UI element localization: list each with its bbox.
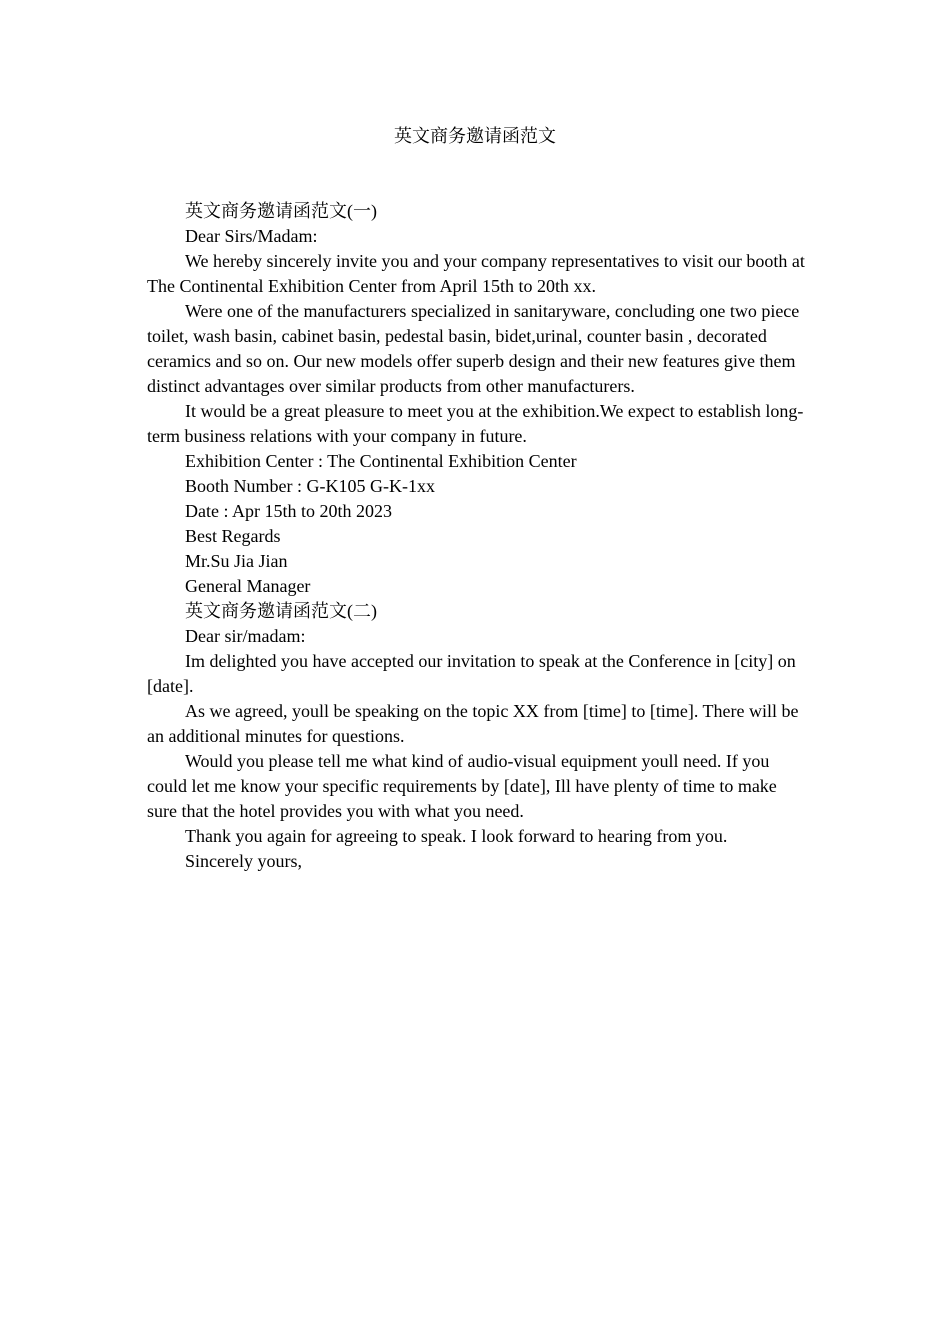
document-body bbox=[147, 199, 807, 874]
exhibition-center-line: Exhibition Center : The Continental Exhibition Center bbox=[185, 451, 577, 471]
salutation-1: Dear Sirs/Madam: bbox=[185, 226, 318, 246]
body-paragraph: Were one of the manufacturers specialized in sanitaryware, concluding one two piece toilet, wash basin, cabinet basin, pedestal basin, bidet,urinal, counter basin , decorated ceramics and so on. Our new models offer superb design and their new features give them distinct advantages over similar products from other manufacturers. bbox=[147, 301, 800, 396]
booth-number-line: Booth Number : G-K105 G-K-1xx bbox=[185, 476, 435, 496]
body-paragraph: Would you please tell me what kind of audio-visual equipment youll need. If you could let me know your specific requirements by [date], Ill have plenty of time to make sure that the hotel provides you with what you need. bbox=[147, 751, 777, 821]
closing-line: Best Regards bbox=[185, 526, 281, 546]
closing-line-2: Sincerely yours, bbox=[185, 851, 302, 871]
section-heading-1: 英文商务邀请函范文(一) bbox=[185, 201, 377, 221]
signer-name: Mr.Su Jia Jian bbox=[185, 551, 288, 571]
body-paragraph: We hereby sincerely invite you and your company representatives to visit our booth at The Continental Exhibition Center from April 15th to 20th xx. bbox=[147, 251, 805, 296]
signer-title: General Manager bbox=[185, 576, 311, 596]
body-paragraph: Thank you again for agreeing to speak. I look forward to hearing from you. bbox=[185, 826, 728, 846]
date-line: Date : Apr 15th to 20th 2023 bbox=[185, 501, 392, 521]
document-title: 英文商务邀请函范文 bbox=[394, 126, 556, 146]
body-paragraph: Im delighted you have accepted our invitation to speak at the Conference in [city] on [date]. bbox=[147, 651, 796, 696]
section-heading-2: 英文商务邀请函范文(二) bbox=[185, 601, 377, 621]
body-paragraph: It would be a great pleasure to meet you at the exhibition.We expect to establish long-term business relations with your company in future. bbox=[147, 401, 804, 446]
body-paragraph: As we agreed, youll be speaking on the topic XX from [time] to [time]. There will be an additional minutes for questions. bbox=[147, 701, 799, 746]
salutation-2: Dear sir/madam: bbox=[185, 626, 306, 646]
